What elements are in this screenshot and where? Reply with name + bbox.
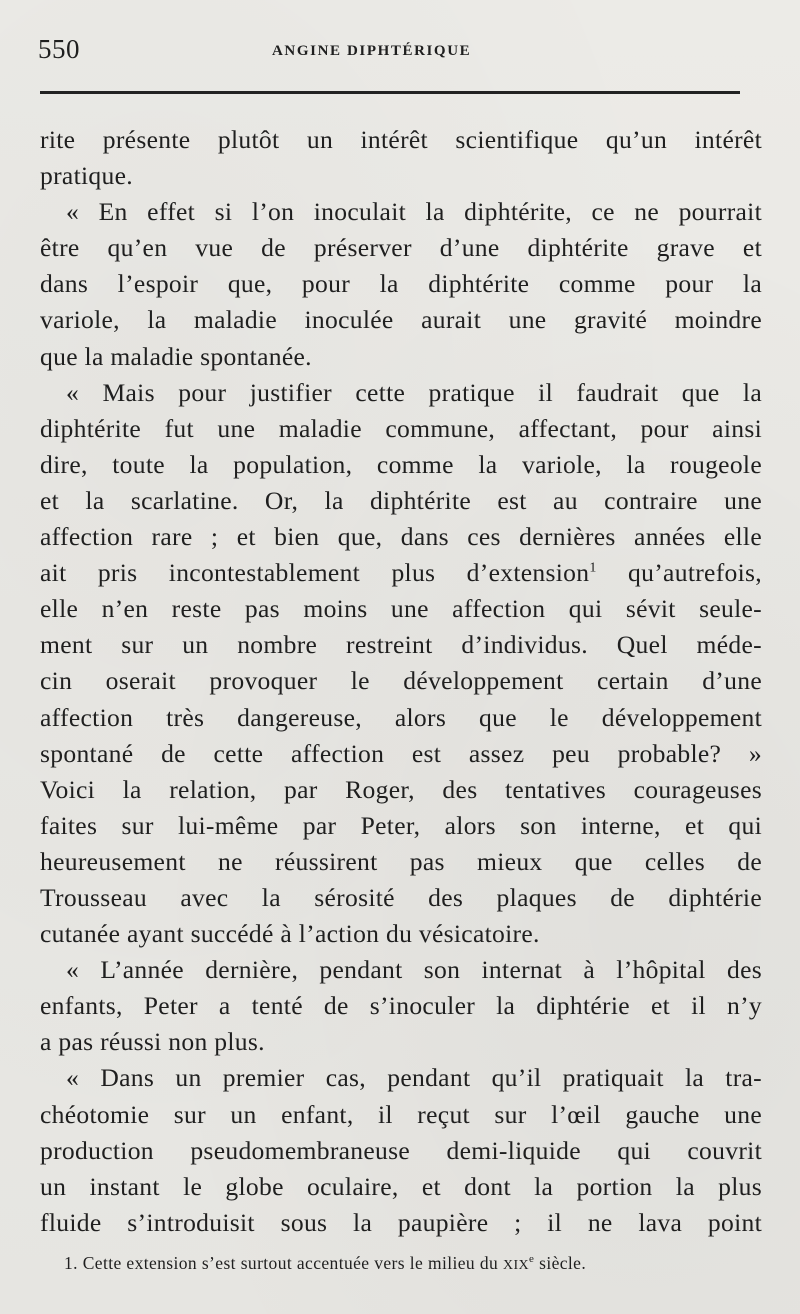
text-line: production pseudomembraneuse demi-liquide qui couvrit (40, 1135, 762, 1165)
text-line: chéotomie sur un enfant, il reçut sur l’œil gauche une (40, 1099, 762, 1129)
text-line: fluide s’introduisit sous la paupière ; il ne lava point (40, 1207, 762, 1237)
text-fragment: ait pris incontestablement plus d’extension (40, 558, 590, 588)
text-line: dans l’espoir que, pour la diphtérite comme pour la (40, 269, 762, 299)
text-line: ment sur un nombre restreint d’individus. Quel méde- (40, 630, 762, 660)
text-line: pratique. (40, 161, 133, 191)
footnote-marker: 1 (589, 560, 597, 576)
footnote (64, 1253, 764, 1274)
century-numeral: XIX (502, 1258, 530, 1273)
text-line: heureusement ne réussirent pas mieux que celles de (40, 846, 762, 876)
footnote-end: siècle. (534, 1253, 587, 1273)
text-line: affection rare ; et bien que, dans ces dernières années elle (40, 522, 762, 552)
text-line-with-footnote-marker (40, 555, 762, 591)
page-header (38, 30, 738, 70)
text-line: a pas réussi non plus. (40, 1027, 265, 1057)
text-line: « L’année dernière, pendant son internat à l’hôpital des (66, 955, 762, 985)
text-line: variole, la maladie inoculée aurait une gravité moindre (40, 305, 762, 335)
text-line: rite présente plutôt un intérêt scientifique qu’un intérêt (40, 125, 762, 154)
page-number: 550 (38, 34, 80, 64)
text-line: Trousseau avec la sérosité des plaques de diphtérie (40, 882, 762, 912)
text-fragment: qu’autrefois, (596, 558, 762, 588)
text-line: faites sur lui-même par Peter, alors son interne, et qui (40, 810, 762, 840)
text-line: cutanée ayant succédé à l’action du vésicatoire. (40, 919, 540, 949)
text-line: dire, toute la population, comme la variole, la rougeole (40, 449, 762, 479)
body-text (40, 122, 762, 1241)
text-line: spontané de cette affection est assez peu probable? » (40, 738, 762, 768)
text-line: Voici la relation, par Roger, des tentatives courageuses (40, 774, 762, 804)
text-line: « Mais pour justifier cette pratique il faudrait que la (66, 377, 762, 407)
text-line: cin oserait provoquer le développement certain d’une (40, 666, 762, 696)
text-line: un instant le globe oculaire, et dont la portion la plus (40, 1171, 762, 1201)
text-line: être qu’en vue de préserver d’une diphtérite grave et (40, 233, 762, 263)
text-line: diphtérite fut une maladie commune, affectant, pour ainsi (40, 413, 762, 443)
text-line: enfants, Peter a tenté de s’inoculer la diphtérie et il n’y (40, 991, 762, 1021)
text-line: que la maladie spontanée. (40, 341, 312, 371)
header-rule (40, 91, 740, 94)
text-line: « En effet si l’on inoculait la diphtérite, ce ne pourrait (66, 197, 762, 227)
century-suffix: e (529, 1253, 535, 1266)
footnote-text: 1. Cette extension s’est surtout accentuée vers le milieu du (64, 1253, 503, 1273)
text-line: et la scarlatine. Or, la diphtérite est au contraire une (40, 485, 762, 515)
text-line: affection très dangereuse, alors que le développement (40, 702, 762, 732)
text-line: « Dans un premier cas, pendant qu’il pratiquait la tra- (66, 1063, 762, 1093)
text-line: elle n’en reste pas moins une affection qui sévit seule- (40, 594, 762, 624)
running-head: ANGINE DIPHTÉRIQUE (272, 43, 472, 59)
